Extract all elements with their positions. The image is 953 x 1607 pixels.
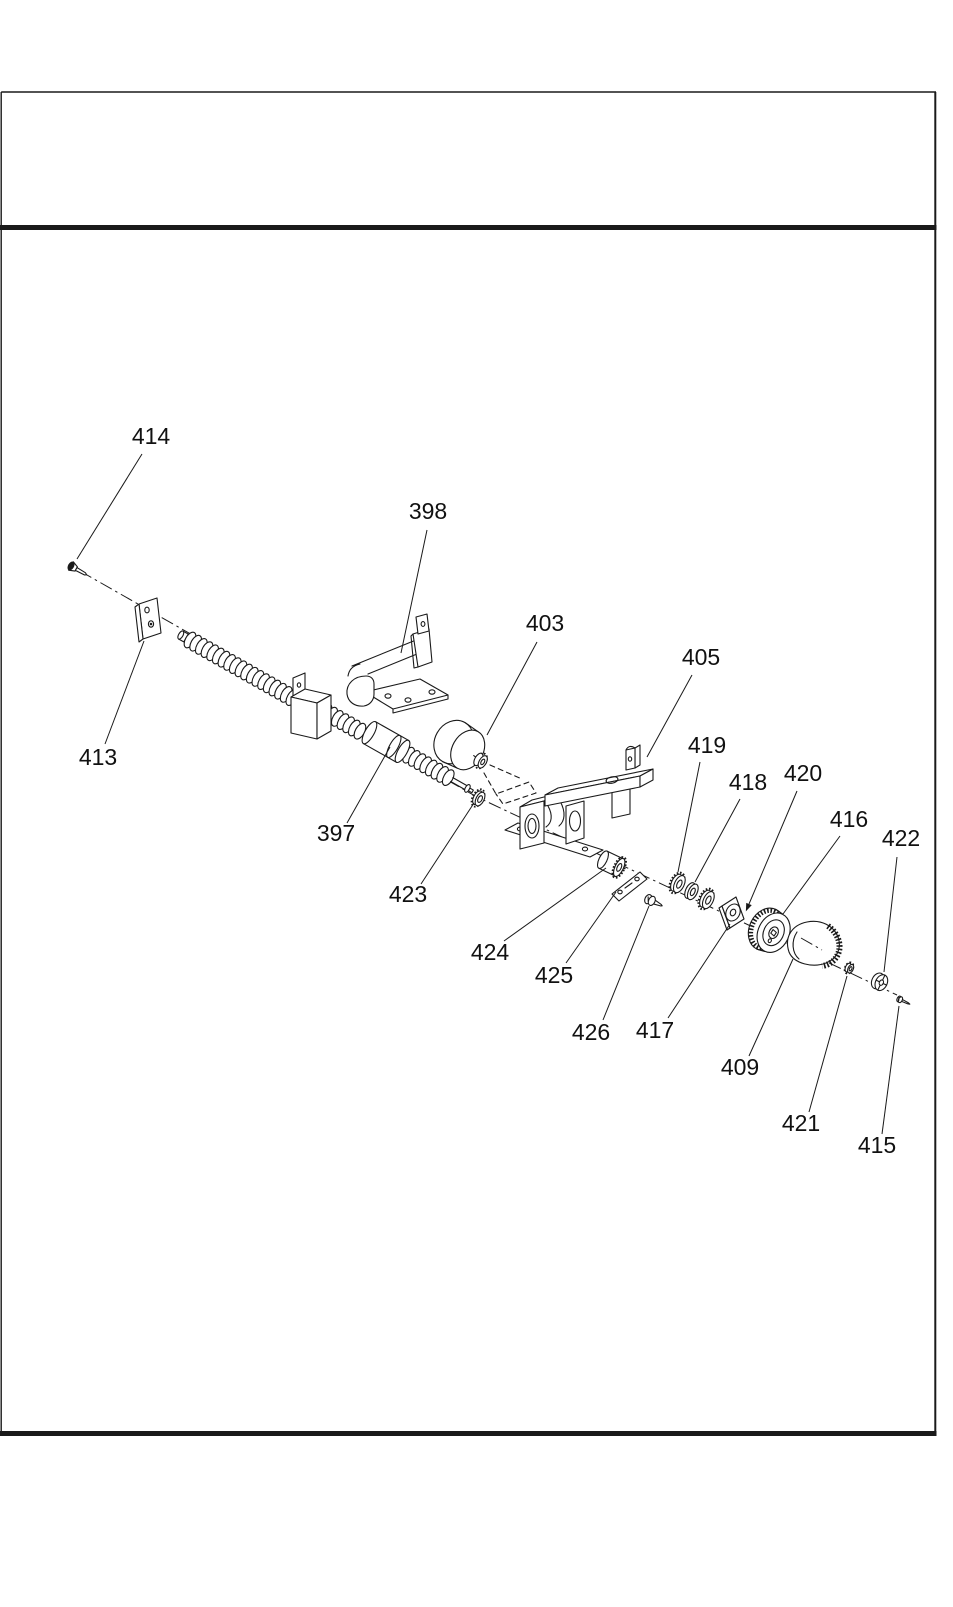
leader-line-409 (749, 959, 793, 1056)
leader-line-419 (678, 762, 700, 872)
part-label-398: 398 (408, 498, 448, 524)
leader-line-424 (504, 868, 606, 941)
part-418-washer (683, 881, 701, 901)
part-426-screw (643, 893, 664, 910)
part-label-397: 397 (316, 820, 356, 846)
leader-line-415 (882, 1006, 899, 1134)
leader-arrowhead-420 (746, 903, 752, 912)
header-divider-rule (0, 225, 937, 230)
leader-line-403 (487, 642, 537, 735)
part-label-421: 421 (781, 1110, 821, 1136)
leader-line-405 (647, 675, 692, 757)
leader-line-397 (347, 747, 390, 823)
part-label-424: 424 (470, 939, 510, 965)
part-label-403: 403 (525, 610, 565, 636)
part-label-422: 422 (881, 825, 921, 851)
part-422-slotted-disc (869, 971, 890, 993)
part-label-426: 426 (571, 1019, 611, 1045)
leader-line-417 (668, 924, 730, 1018)
leader-line-418 (695, 799, 740, 882)
toothed-washer (695, 886, 717, 912)
part-label-419: 419 (687, 732, 727, 758)
part-417-square-plate (719, 897, 744, 930)
part-424-pinion (595, 848, 629, 879)
leader-line-416 (783, 836, 840, 914)
part-405-right-bracket (505, 745, 653, 857)
part-421-nut (843, 961, 855, 975)
leader-line-414 (77, 454, 142, 559)
part-413-mounting-plate (135, 598, 161, 642)
part-label-415: 415 (857, 1132, 897, 1158)
leader-line-425 (566, 892, 616, 963)
part-label-405: 405 (681, 644, 721, 670)
part-label-423: 423 (388, 881, 428, 907)
leader-line-413 (105, 641, 144, 744)
leader-line-423 (421, 803, 474, 884)
leader-line-420 (749, 791, 797, 904)
part-label-414: 414 (131, 423, 171, 449)
part-398-left-bracket (291, 614, 448, 739)
part-label-417: 417 (635, 1017, 675, 1043)
part-label-413: 413 (78, 744, 118, 770)
part-415-screw (896, 995, 911, 1007)
leader-line-422 (884, 857, 897, 972)
phantom-outline (484, 765, 536, 804)
part-label-416: 416 (829, 806, 869, 832)
part-label-420: 420 (783, 760, 823, 786)
part-label-409: 409 (720, 1054, 760, 1080)
leader-line-426 (603, 906, 649, 1020)
callouts-layer (77, 423, 920, 1158)
part-414-screw (66, 560, 89, 579)
part-403-motor (426, 713, 536, 804)
leader-line-421 (809, 976, 847, 1112)
part-409-knob (788, 921, 840, 966)
part-label-418: 418 (728, 769, 768, 795)
exploded-diagram (66, 423, 920, 1158)
part-label-425: 425 (534, 962, 574, 988)
footer-rule (0, 1431, 937, 1436)
